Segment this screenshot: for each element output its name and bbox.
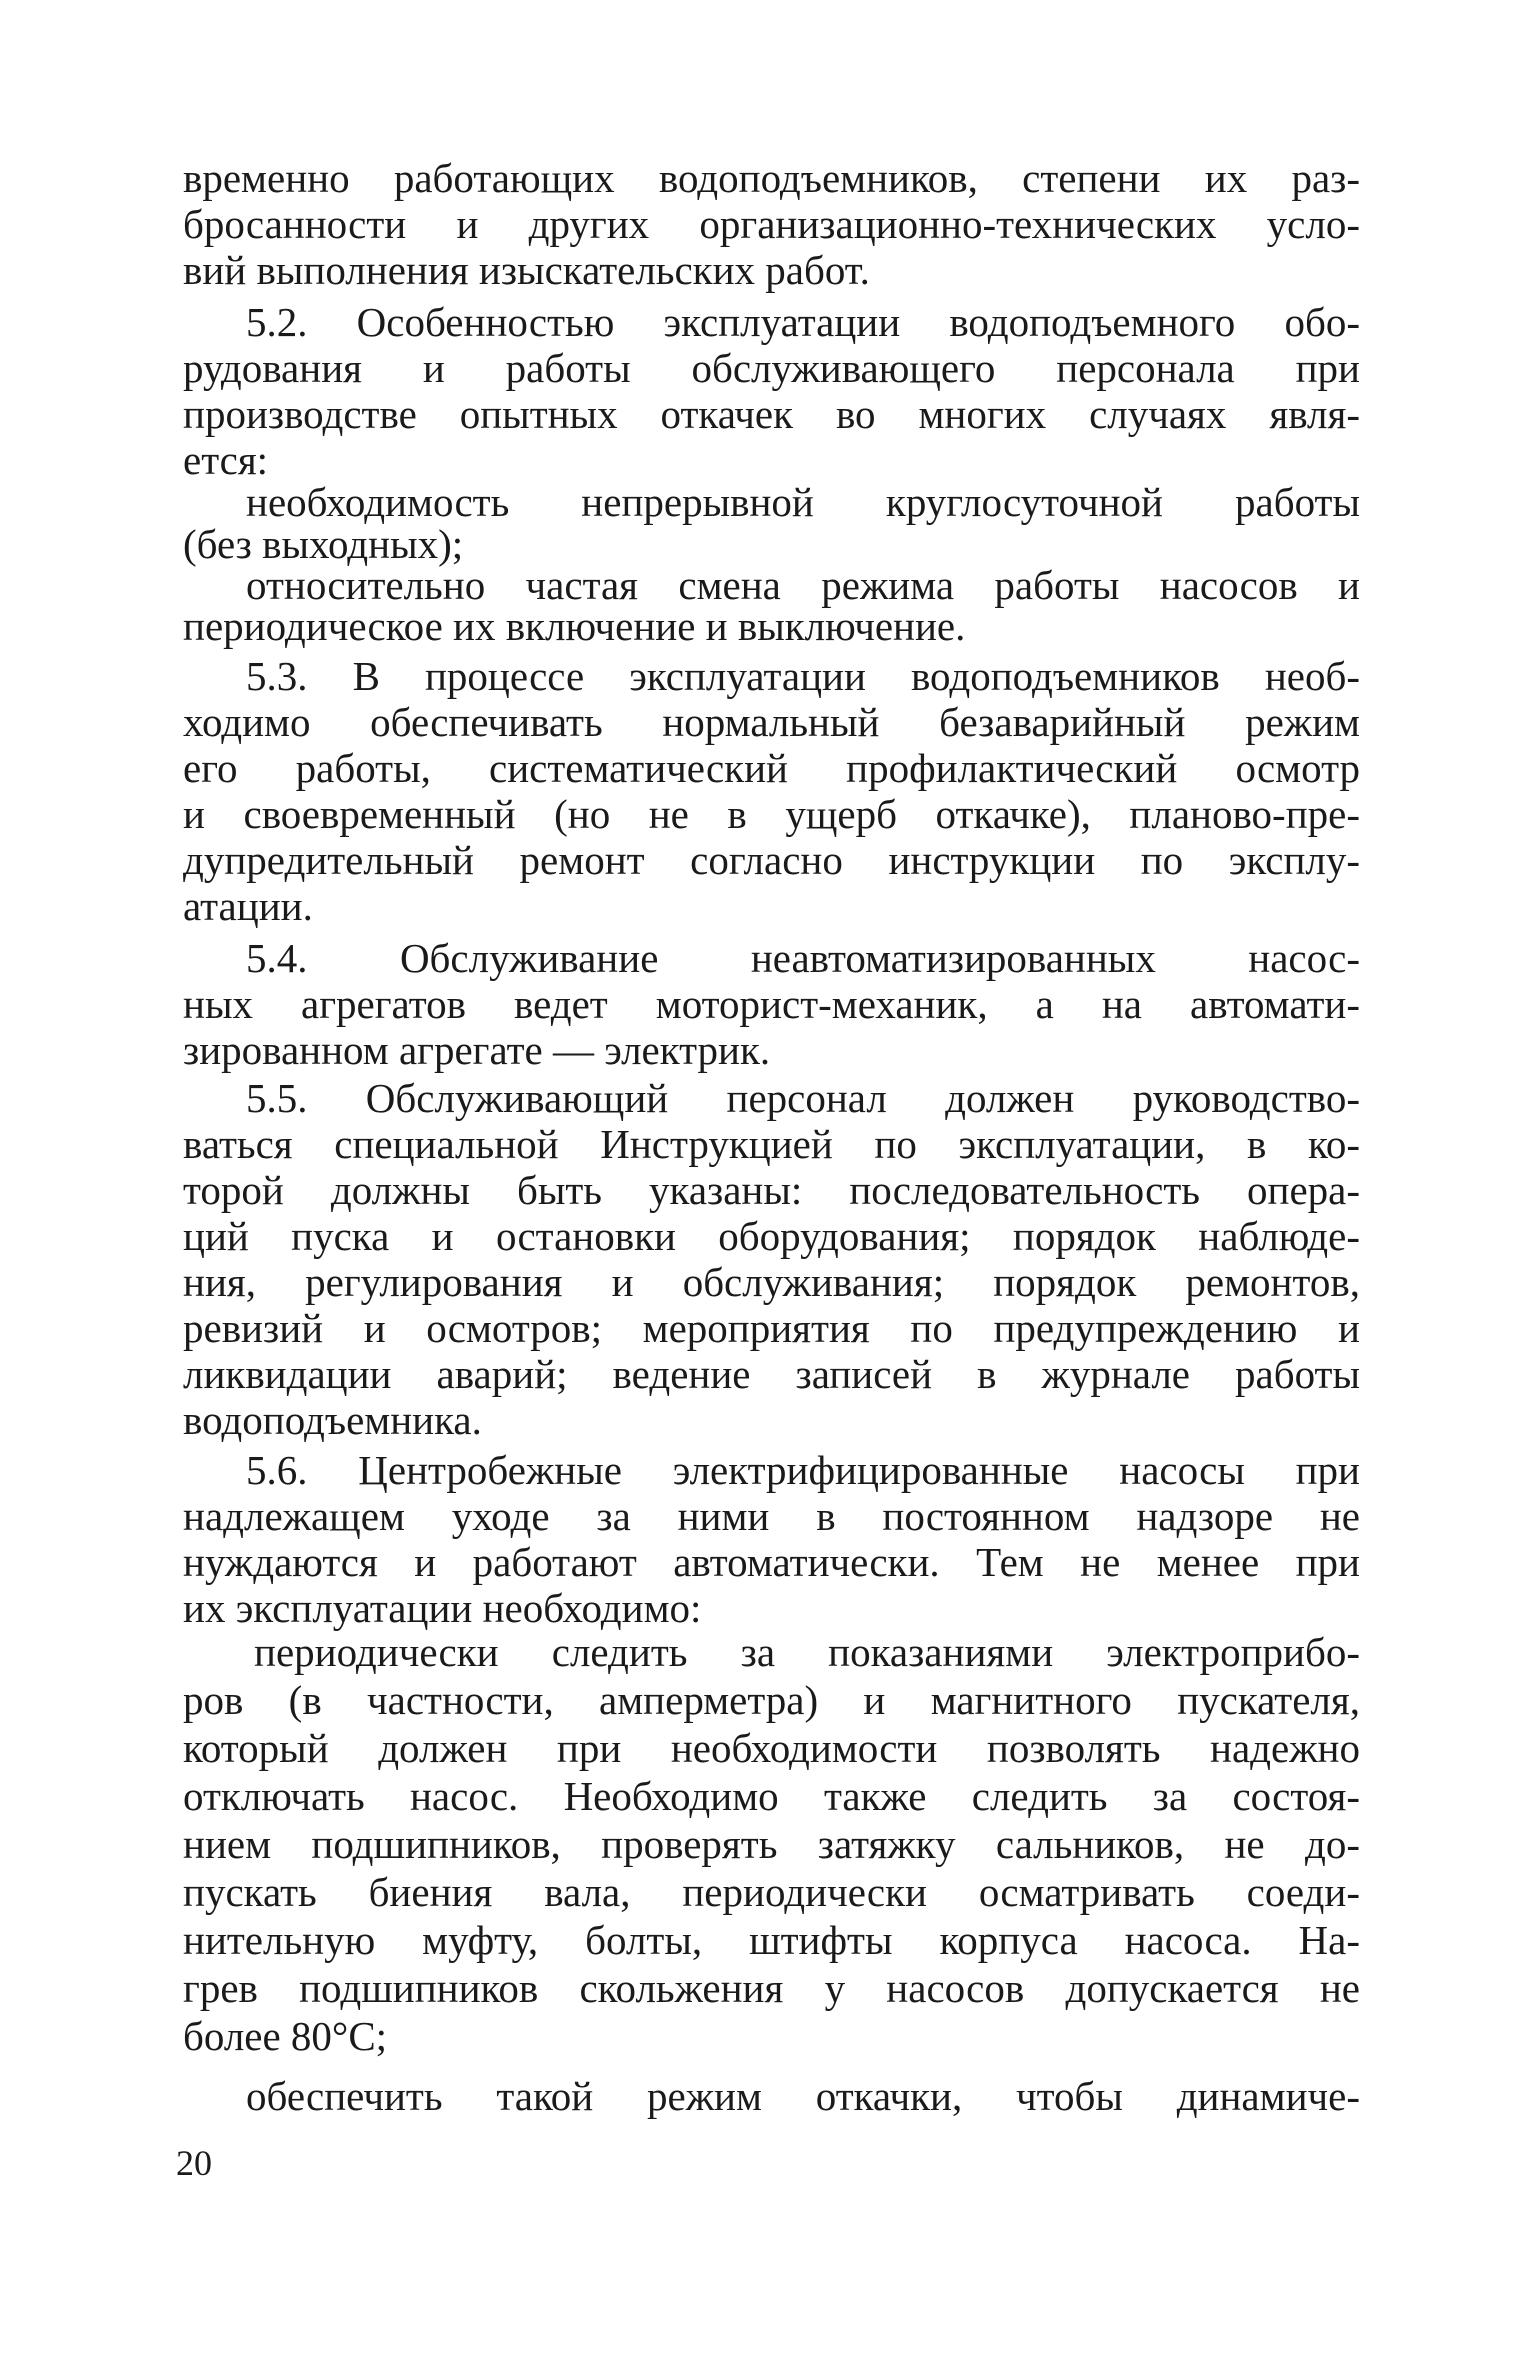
text-line: 5.3. В процессе эксплуатации водоподъемников необ-	[246, 653, 1360, 699]
text-line: относительно частая смена режима работы насосов и	[246, 562, 1360, 608]
text-line: ходимо обеспечивать нормальный безаварийный режим	[183, 699, 1360, 745]
text-line: нуждаются и работают автоматически. Тем не менее при	[183, 1539, 1360, 1585]
text-line: 5.2. Особенностью эксплуатации водоподъемного обо-	[246, 299, 1360, 345]
text-line: ется:	[183, 437, 269, 483]
text-line: их эксплуатации необходимо:	[183, 1585, 702, 1631]
text-line: ликвидации аварий; ведение записей в журнале работы	[183, 1351, 1360, 1397]
text-line: 5.5. Обслуживающий персонал должен руководство-	[246, 1075, 1360, 1121]
text-line: производстве опытных откачек во многих случаях явля-	[183, 391, 1360, 437]
text-line: ния, регулирования и обслуживания; порядок ремонтов,	[183, 1259, 1360, 1305]
text-line: 5.4. Обслуживание неавтоматизированных насос-	[246, 935, 1360, 981]
text-line: рудования и работы обслуживающего персонала при	[183, 345, 1360, 391]
text-line: периодически следить за показаниями электроприбо-	[254, 1629, 1360, 1675]
text-line: 5.6. Центробежные электрифицированные насосы при	[246, 1447, 1360, 1493]
text-line: более 80°С;	[183, 2013, 388, 2059]
text-line: ваться специальной Инструкцией по эксплуатации, в ко-	[183, 1121, 1360, 1167]
text-line: бросанности и других организационно-технических усло-	[183, 201, 1360, 247]
text-line: и своевременный (но не в ущерб откачке), планово-пре-	[183, 791, 1360, 837]
text-line: надлежащем уходе за ними в постоянном надзоре не	[183, 1493, 1360, 1539]
text-line: вий выполнения изыскательских работ.	[183, 247, 870, 293]
text-line: его работы, систематический профилактический осмотр	[183, 745, 1360, 791]
text-line: торой должны быть указаны: последовательность опера-	[183, 1167, 1360, 1213]
text-line: ций пуска и остановки оборудования; порядок наблюде-	[183, 1213, 1360, 1259]
text-line: грев подшипников скольжения у насосов допускается не	[183, 1965, 1360, 2011]
text-line: обеспечить такой режим откачки, чтобы динамиче-	[246, 2073, 1360, 2119]
text-line: отключать насос. Необходимо также следить за состоя-	[183, 1773, 1360, 1819]
text-line: дупредительный ремонт согласно инструкции по эксплу-	[183, 837, 1360, 883]
text-line: нием подшипников, проверять затяжку сальников, не до-	[183, 1821, 1360, 1867]
text-line: временно работающих водоподъемников, степени их раз-	[183, 155, 1360, 201]
text-line: ров (в частности, амперметра) и магнитного пускателя,	[183, 1677, 1360, 1723]
text-line: необходимость непрерывной круглосуточной работы	[246, 479, 1360, 525]
text-line: нительную муфту, болты, штифты корпуса насоса. На-	[183, 1917, 1360, 1963]
text-line: ревизий и осмотров; мероприятия по предупреждению и	[183, 1305, 1360, 1351]
text-line: ных агрегатов ведет моторист-механик, а на автомати-	[183, 981, 1360, 1027]
text-line: водоподъемника.	[183, 1397, 482, 1443]
text-line: который должен при необходимости позволять надежно	[183, 1725, 1360, 1771]
text-line: пускать биения вала, периодически осматривать соеди-	[183, 1869, 1360, 1915]
page-number: 20	[176, 2143, 212, 2183]
text-line: зированном агрегате — электрик.	[183, 1027, 771, 1073]
text-line: периодическое их включение и выключение.	[183, 603, 966, 649]
text-line: атации.	[183, 883, 313, 929]
text-line: (без выходных);	[183, 521, 464, 567]
